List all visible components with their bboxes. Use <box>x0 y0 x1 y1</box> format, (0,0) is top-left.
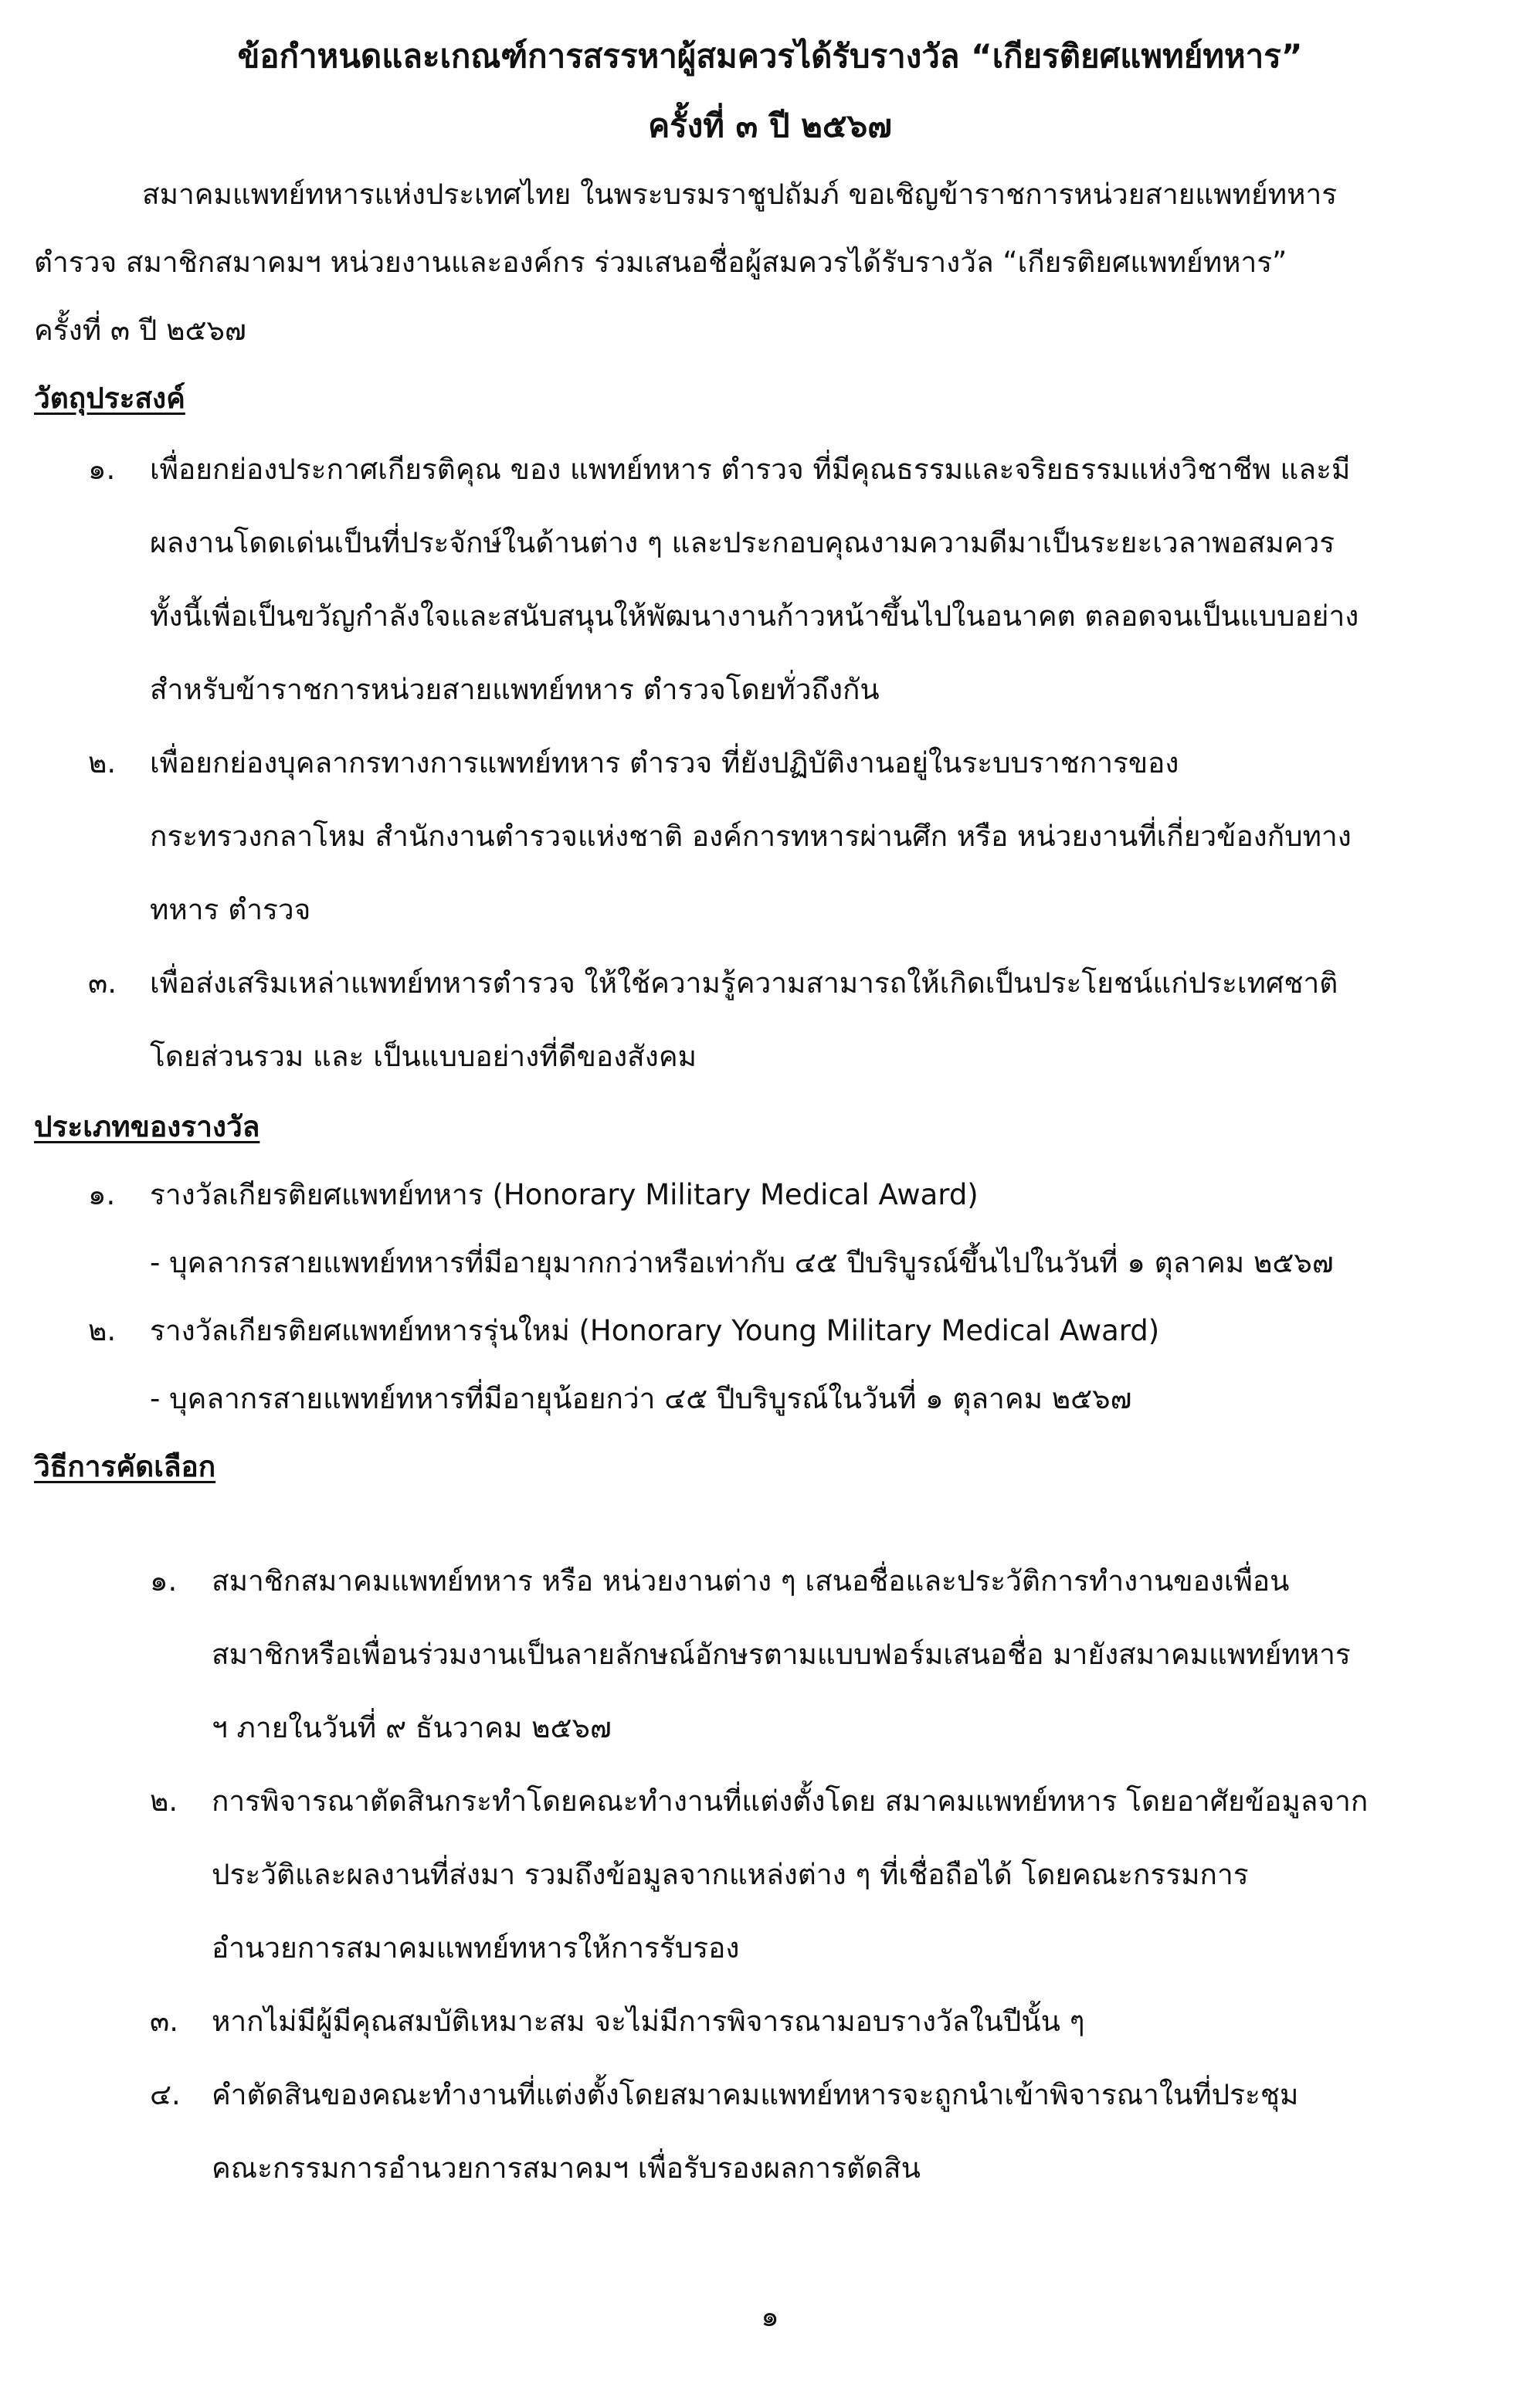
objective-item <box>34 433 1506 726</box>
selection-line: ประวัติและผลงานที่ส่งมา รวมถึงข้อมูลจากแหล่งต่าง ๆ ที่เชื่อถือได้ โดยคณะกรรมการ <box>212 1858 1249 1891</box>
selection-heading: วิธีการคัดเลือก <box>34 1450 216 1483</box>
award-type-item <box>34 1297 1506 1433</box>
award-type-name: รางวัลเกียรติยศแพทย์ทหาร (Honorary Military Medical Award) <box>150 1178 979 1211</box>
selection-line: คำตัดสินของคณะทำงานที่แต่งตั้งโดยสมาคมแพทย์ทหารจะถูกนำเข้าพิจารณาในที่ประชุม <box>212 2078 1299 2111</box>
intro-line: ตำรวจ สมาชิกสมาคมฯ หน่วยงานและองค์กร ร่วมเสนอชื่อผู้สมควรได้รับรางวัล “เกียรติยศแพทย์ทหาร” <box>34 246 1287 279</box>
award-type-number: ๑. <box>88 1178 116 1211</box>
objective-line: ผลงานโดดเด่นเป็นที่ประจักษ์ในด้านต่าง ๆ และประกอบคุณงามความดีมาเป็นระยะเวลาพอสมควร <box>150 526 1335 559</box>
objective-number: ๒. <box>88 746 117 779</box>
document-title-line-1: ข้อกำหนดและเกณฑ์การสรรหาผู้สมควรได้รับรางวัล “เกียรติยศแพทย์ทหาร” <box>237 37 1303 75</box>
objective-line: ทหาร ตำรวจ <box>150 893 311 926</box>
selection-line: อำนวยการสมาคมแพทย์ทหารให้การรับรอง <box>212 1931 740 1965</box>
selection-item <box>34 1985 1506 2058</box>
objective-number: ๓. <box>88 966 117 1000</box>
document-title-line-2: ครั้งที่ ๓ ปี ๒๕๖๗ <box>648 107 892 144</box>
selection-item <box>34 1764 1506 1985</box>
objectives-list <box>34 433 1506 1093</box>
selection-number: ๓. <box>150 2005 179 2038</box>
selection-line: ฯ ภายในวันที่ ๙ ธันวาคม ๒๕๖๗ <box>212 1711 612 1744</box>
selection-line: สมาชิกสมาคมแพทย์ทหาร หรือ หน่วยงานต่าง ๆ เสนอชื่อและประวัติการทำงานของเพื่อน <box>212 1564 1290 1598</box>
objective-line: เพื่อยกย่องบุคลากรทางการแพทย์ทหาร ตำรวจ ที่ยังปฏิบัติงานอยู่ในระบบราชการของ <box>150 746 1179 779</box>
intro-paragraph <box>34 161 1506 365</box>
selection-list <box>34 1544 1506 2205</box>
objectives-heading: วัตถุประสงค์ <box>34 382 185 415</box>
selection-line: คณะกรรมการอำนวยการสมาคมฯ เพื่อรับรองผลการตัดสิน <box>212 2151 921 2185</box>
award-type-item <box>34 1161 1506 1297</box>
award-type-name: รางวัลเกียรติยศแพทย์ทหารรุ่นใหม่ (Honorary Young Military Medical Award) <box>150 1314 1160 1347</box>
objective-line: เพื่อยกย่องประกาศเกียรติคุณ ของ แพทย์ทหาร ตำรวจ ที่มีคุณธรรมและจริยธรรมแห่งวิชาชีพ และมี <box>150 453 1351 486</box>
objective-line: กระทรวงกลาโหม สำนักงานตำรวจแห่งชาติ องค์การทหารผ่านศึก หรือ หน่วยงานที่เกี่ยวข้องกับทาง <box>150 820 1352 853</box>
award-type-criteria: - บุคลากรสายแพทย์ทหารที่มีอายุน้อยกว่า ๔๕ ปีบริบูรณ์ในวันที่ ๑ ตุลาคม ๒๕๖๗ <box>150 1382 1132 1415</box>
objective-line: ทั้งนี้เพื่อเป็นขวัญกำลังใจและสนับสนุนให้พัฒนางานก้าวหน้าขึ้นไปในอนาคต ตลอดจนเป็นแบบอย่าง <box>150 599 1359 633</box>
intro-line: สมาคมแพทย์ทหารแห่งประเทศไทย ในพระบรมราชูปถัมภ์ ขอเชิญข้าราชการหน่วยสายแพทย์ทหาร <box>142 178 1338 211</box>
award-type-criteria: - บุคลากรสายแพทย์ทหารที่มีอายุมากกว่าหรือเท่ากับ ๔๕ ปีบริบูรณ์ขึ้นไปในวันที่ ๑ ตุลาคม ๒๕๖๗ <box>150 1246 1334 1279</box>
award-types-heading: ประเภทของรางวัล <box>34 1110 260 1143</box>
objective-line: เพื่อส่งเสริมเหล่าแพทย์ทหารตำรวจ ให้ใช้ความรู้ความสามารถให้เกิดเป็นประโยชน์แก่ประเทศชาติ <box>150 966 1338 1000</box>
selection-line: หากไม่มีผู้มีคุณสมบัติเหมาะสม จะไม่มีการพิจารณามอบรางวัลในปีนั้น ๆ <box>212 2005 1085 2038</box>
selection-number: ๑. <box>150 1564 178 1598</box>
section-spacer <box>34 1501 1506 1544</box>
selection-line: การพิจารณาตัดสินกระทำโดยคณะทำงานที่แต่งตั้งโดย สมาคมแพทย์ทหาร โดยอาศัยข้อมูลจาก <box>212 1785 1369 1818</box>
selection-item <box>34 1544 1506 1764</box>
objective-number: ๑. <box>88 453 116 486</box>
award-type-number: ๒. <box>88 1314 117 1347</box>
page-number: ๑ <box>761 2300 779 2333</box>
objective-line: สำหรับข้าราชการหน่วยสายแพทย์ทหาร ตำรวจโดยทั่วถึงกัน <box>150 673 880 706</box>
selection-item <box>34 2058 1506 2205</box>
objective-item <box>34 946 1506 1093</box>
selection-number: ๔. <box>150 2078 181 2111</box>
selection-line: สมาชิกหรือเพื่อนร่วมงานเป็นลายลักษณ์อักษรตามแบบฟอร์มเสนอชื่อ มายังสมาคมแพทย์ทหาร <box>212 1638 1351 1671</box>
objective-line: โดยส่วนรวม และ เป็นแบบอย่างที่ดีของสังคม <box>150 1040 697 1073</box>
intro-line: ครั้งที่ ๓ ปี ๒๕๖๗ <box>34 314 246 347</box>
objective-item <box>34 726 1506 946</box>
award-types-list <box>34 1161 1506 1433</box>
selection-number: ๒. <box>150 1785 178 1818</box>
